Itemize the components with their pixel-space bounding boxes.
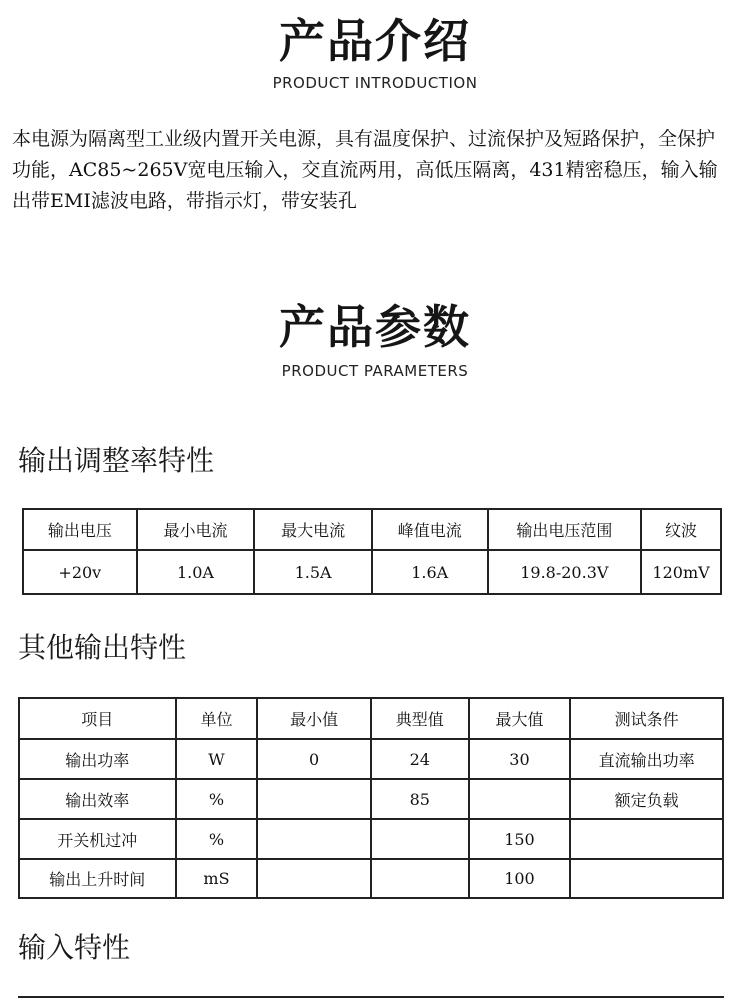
header-cell: 最大值 <box>469 698 571 739</box>
intro-description: 本电源为隔离型工业级内置开关电源，具有温度保护、过流保护及短路保护，全保护功能，AC85~265V宽电压输入，交直流两用，高低压隔离，431精密稳压，输入输出带EMI滤波电路，带指示灯，带安装孔 <box>12 128 718 212</box>
table-cell: 150 <box>469 819 571 859</box>
table-cell: 输出功率 <box>19 739 176 779</box>
header-cell: 纹波 <box>641 509 721 550</box>
table-cell: % <box>176 779 258 819</box>
output-regulation-heading: 输出调整率特性 <box>18 444 215 477</box>
params-subtitle: PRODUCT PARAMETERS <box>281 362 469 380</box>
table-cell: 输出效率 <box>19 779 176 819</box>
table-header-row <box>23 509 721 550</box>
header-cell: 最小电流 <box>137 509 255 550</box>
table-cell <box>257 859 371 898</box>
table-cell: 19.8-20.3V <box>488 550 642 594</box>
table-cell <box>371 819 469 859</box>
table-header-row <box>19 698 723 739</box>
header-cell: 典型值 <box>371 698 469 739</box>
table-cell: W <box>176 739 258 779</box>
header-cell: 单位 <box>176 698 258 739</box>
table-cell: +20v <box>23 550 137 594</box>
header-cell: 项目 <box>19 698 176 739</box>
other-output-heading: 其他输出特性 <box>18 631 187 664</box>
table-cell: % <box>176 819 258 859</box>
table-cell: 0 <box>257 739 371 779</box>
intro-subtitle: PRODUCT INTRODUCTION <box>272 74 478 92</box>
table-cell: 额定负载 <box>570 779 723 819</box>
table-row <box>23 550 721 594</box>
other-output-table <box>18 697 724 899</box>
table-cell: 1.5A <box>254 550 372 594</box>
table-row <box>19 819 723 859</box>
table-row <box>19 739 723 779</box>
header-cell: 输出电压范围 <box>488 509 642 550</box>
table-cell: mS <box>176 859 258 898</box>
header-cell: 测试条件 <box>570 698 723 739</box>
table-cell: 24 <box>371 739 469 779</box>
table-cell <box>257 779 371 819</box>
table-cell: 输出上升时间 <box>19 859 176 898</box>
table-cell: 开关机过冲 <box>19 819 176 859</box>
table-row <box>19 779 723 819</box>
table-cell: 100 <box>469 859 571 898</box>
table-cell: 1.6A <box>372 550 488 594</box>
table-cell <box>570 859 723 898</box>
table-cell: 85 <box>371 779 469 819</box>
header-cell: 最小值 <box>257 698 371 739</box>
table-cell <box>469 779 571 819</box>
input-section-heading: 输入特性 <box>18 931 131 964</box>
table-cell <box>257 819 371 859</box>
table-cell: 30 <box>469 739 571 779</box>
table-row <box>19 859 723 898</box>
header-cell: 峰值电流 <box>372 509 488 550</box>
table-cell: 1.0A <box>137 550 255 594</box>
output-regulation-table <box>22 508 722 595</box>
header-cell: 最大电流 <box>254 509 372 550</box>
table-cell: 120mV <box>641 550 721 594</box>
bottom-divider <box>18 996 724 998</box>
table-cell <box>570 819 723 859</box>
params-title: 产品参数 <box>279 300 471 354</box>
table-cell <box>371 859 469 898</box>
table-cell: 直流输出功率 <box>570 739 723 779</box>
header-cell: 输出电压 <box>23 509 137 550</box>
intro-title: 产品介绍 <box>279 14 471 68</box>
